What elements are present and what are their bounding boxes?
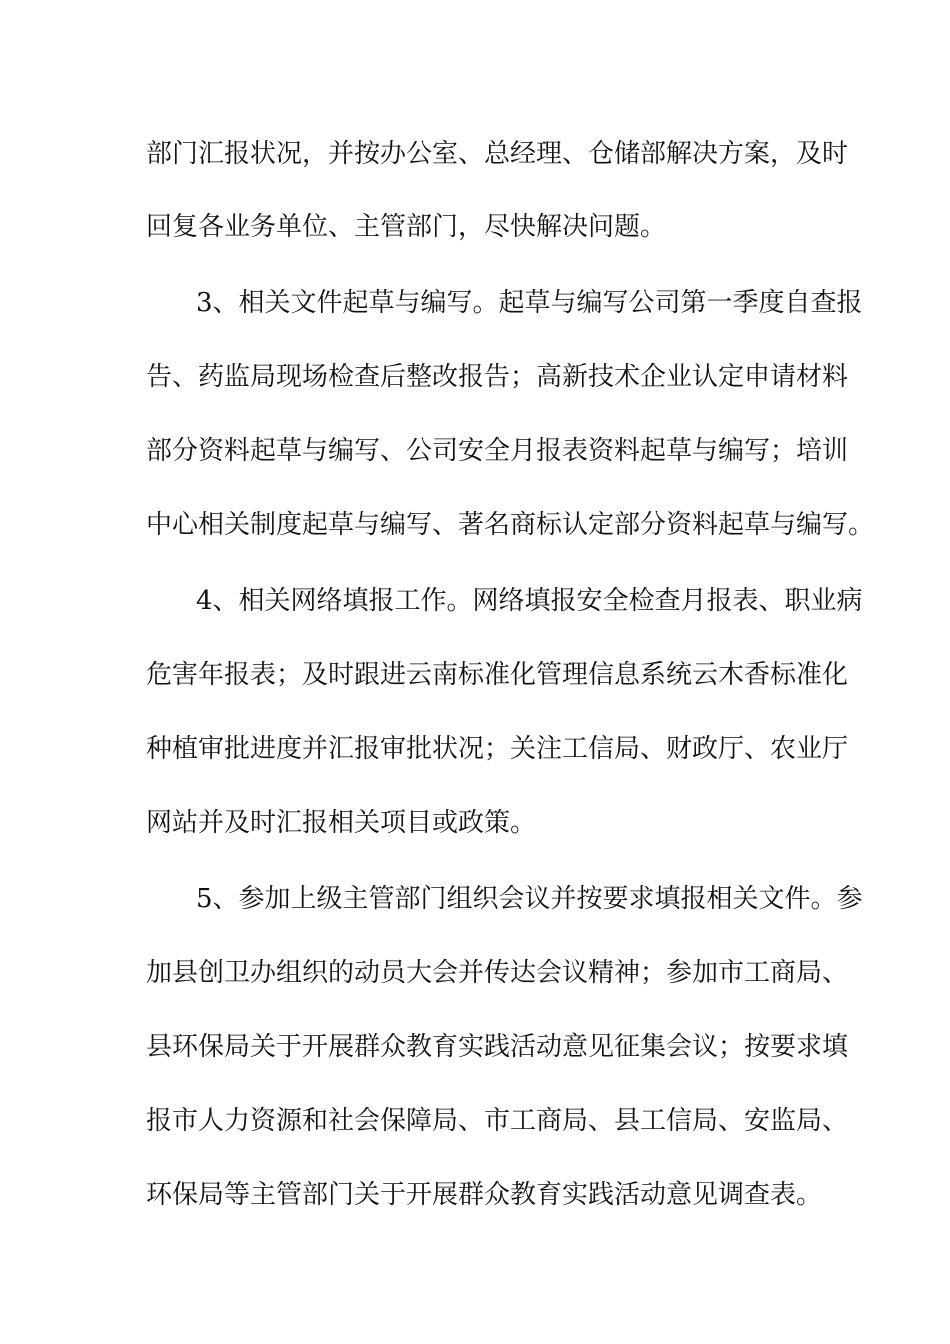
paragraph-line: 回复各业务单位、主管部门，尽快解决问题。 [146, 212, 667, 242]
paragraph-line: 部分资料起草与编写、公司安全月报表资料起草与编写；培训 [146, 436, 849, 466]
paragraph-line: 环保局等主管部门关于开展群众教育实践活动意见调查表。 [146, 1180, 823, 1210]
paragraph-line: 5、参加上级主管部门组织会议并按要求填报相关文件。参 [196, 884, 863, 914]
paragraph-line: 中心相关制度起草与编写、著名商标认定部分资料起草与编写。 [146, 510, 875, 540]
paragraph-line: 县环保局关于开展群众教育实践活动意见征集会议；按要求填 [146, 1032, 849, 1062]
paragraph-line: 3、相关文件起草与编写。起草与编写公司第一季度自查报 [196, 288, 863, 318]
paragraph-line: 部门汇报状况，并按办公室、总经理、仓储部解决方案，及时 [146, 139, 849, 169]
paragraph-line: 加县创卫办组织的动员大会并传达会议精神；参加市工商局、 [146, 958, 849, 988]
paragraph-line: 4、相关网络填报工作。网络填报安全检查月报表、职业病 [196, 586, 863, 616]
paragraph-line: 网站并及时汇报相关项目或政策。 [146, 808, 537, 838]
paragraph-line: 危害年报表；及时跟进云南标准化管理信息系统云木香标准化 [146, 660, 849, 690]
paragraph-line: 告、药监局现场检查后整改报告；高新技术企业认定申请材料 [146, 362, 849, 392]
paragraph-line: 报市人力资源和社会保障局、市工商局、县工信局、安监局、 [146, 1106, 849, 1136]
paragraph-line: 种植审批进度并汇报审批状况；关注工信局、财政厅、农业厅 [146, 734, 849, 764]
